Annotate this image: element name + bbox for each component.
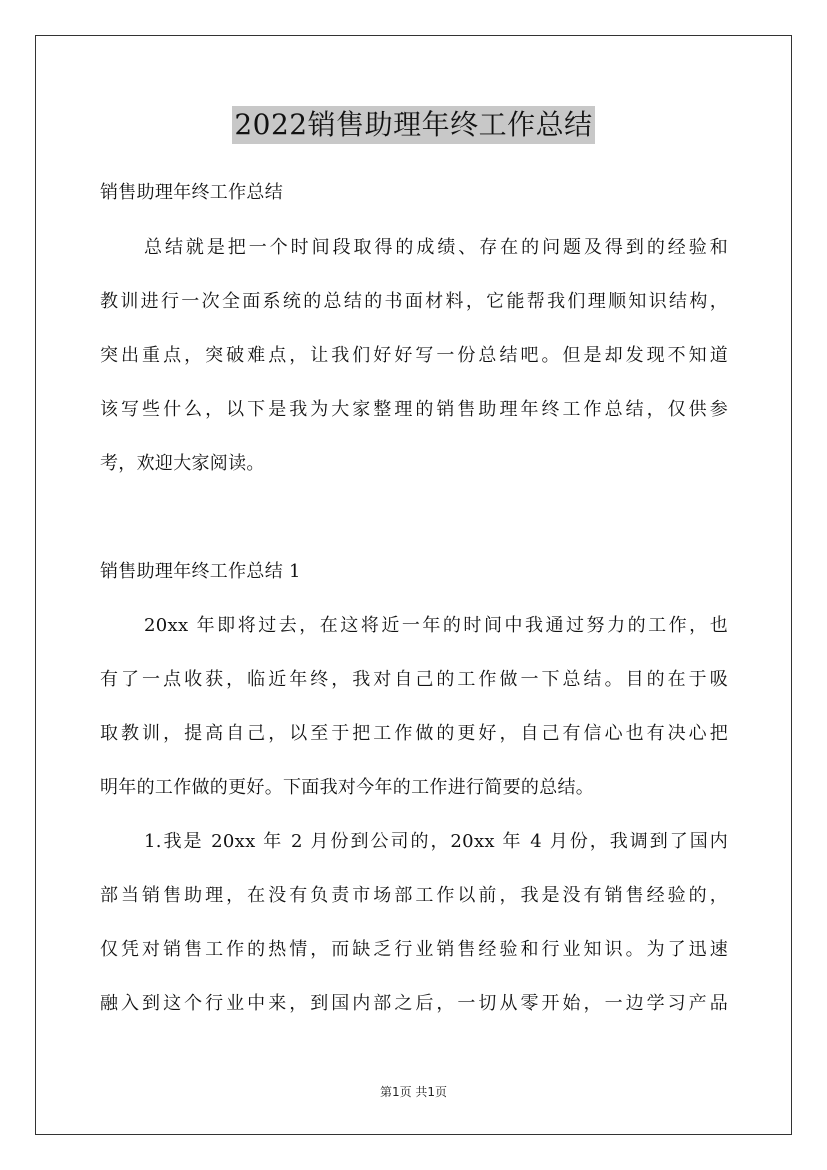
paragraph-line: 取教训，提高自己，以至于把工作做的更好，自己有信心也有决心把: [100, 723, 728, 744]
paragraph-line: 总结就是把一个时间段取得的成绩、存在的问题及得到的经验和: [144, 237, 728, 258]
paragraph-line: 有了一点收获，临近年终，我对自己的工作做一下总结。目的在于吸: [100, 669, 728, 690]
paragraph-line: 该写些什么，以下是我为大家整理的销售助理年终工作总结，仅供参: [100, 399, 728, 420]
paragraph-line: 明年的工作做的更好。下面我对今年的工作进行简要的总结。: [100, 777, 595, 798]
paragraph-line: 1.我是 20xx 年 2 月份到公司的，20xx 年 4 月份，我调到了国内: [144, 831, 728, 852]
paragraph-line: 部当销售助理，在没有负责市场部工作以前，我是没有销售经验的，: [100, 885, 728, 906]
paragraph-line: 教训进行一次全面系统的总结的书面材料，它能帮我们理顺知识结构，: [100, 291, 728, 312]
paragraph-line: 考，欢迎大家阅读。: [100, 453, 265, 474]
document-title-text: 2022销售助理年终工作总结: [232, 106, 594, 144]
section-heading: 销售助理年终工作总结: [100, 182, 283, 203]
document-title: [0, 104, 827, 144]
paragraph-line: 突出重点，突破难点，让我们好好写一份总结吧。但是却发现不知道: [100, 345, 728, 366]
section-heading: 销售助理年终工作总结 1: [100, 561, 301, 582]
paragraph-line: 20xx 年即将过去，在这将近一年的时间中我通过努力的工作，也: [144, 615, 728, 636]
paragraph-line: 仅凭对销售工作的热情，而缺乏行业销售经验和行业知识。为了迅速: [100, 939, 728, 960]
page-number-footer: 第1页 共1页: [379, 1085, 448, 1099]
paragraph-line: 融入到这个行业中来，到国内部之后，一切从零开始，一边学习产品: [100, 993, 728, 1014]
